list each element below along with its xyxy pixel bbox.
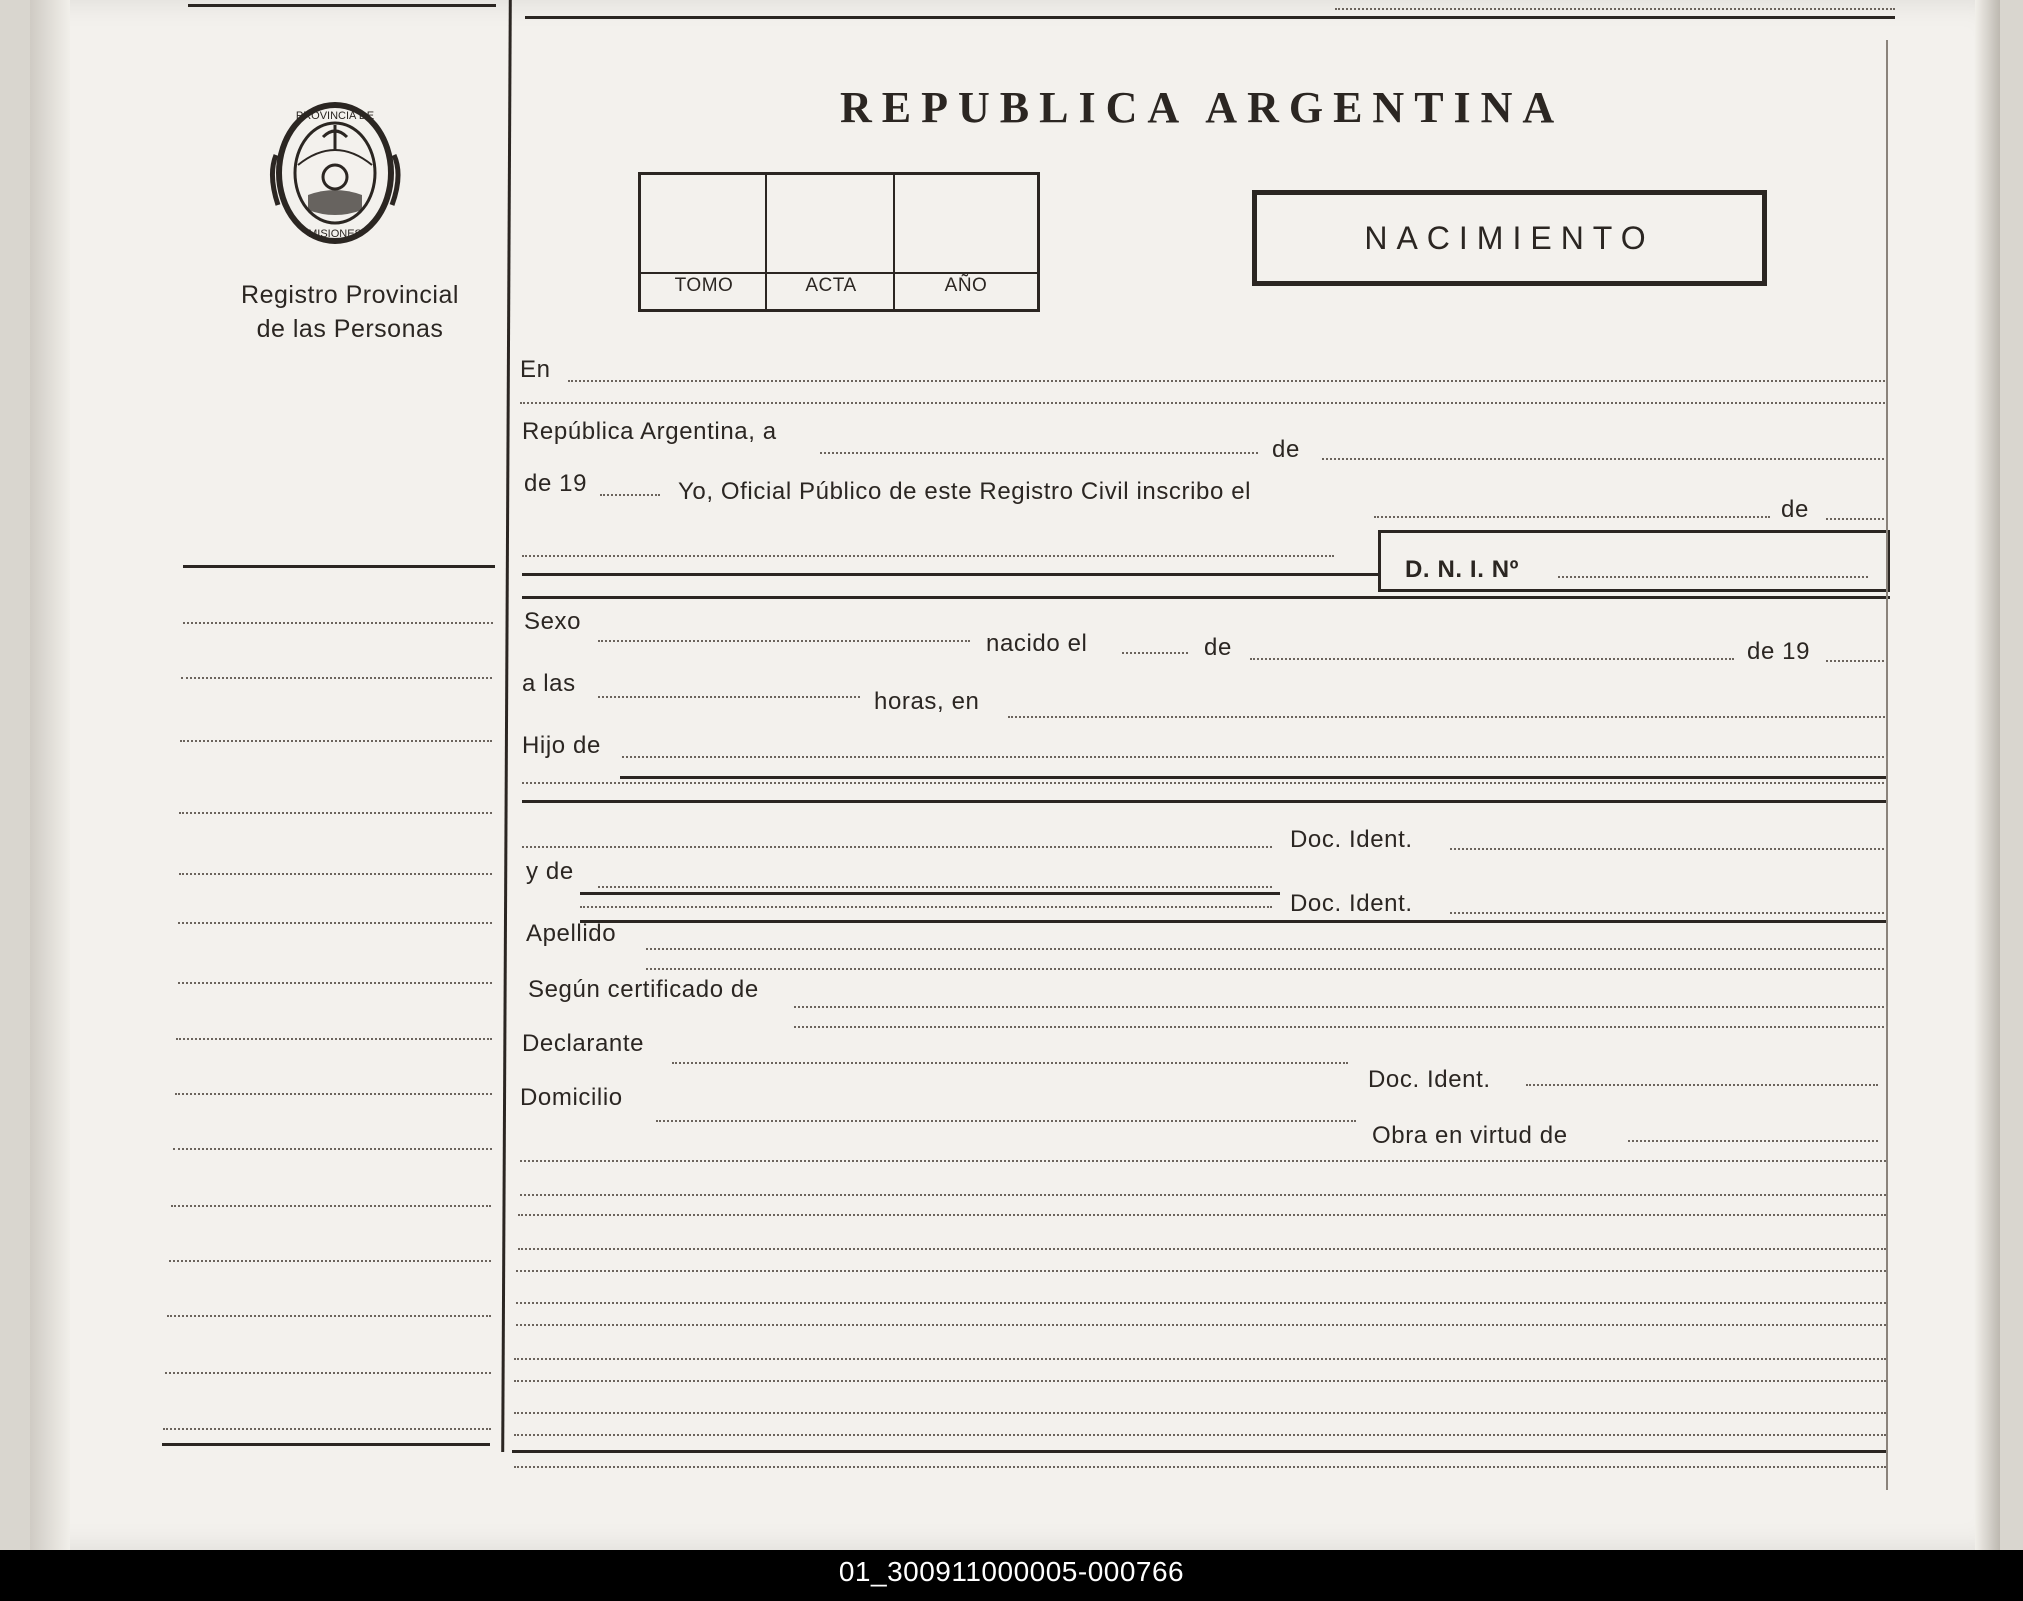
left-column-rule-bottom [162,1443,490,1446]
left-dotted-line [175,1093,492,1095]
father-continuation-field [522,846,1272,848]
section-rule [522,573,1380,576]
certificado-field-continuation [794,1026,1888,1028]
birth-month-field [1250,658,1734,660]
section-rule [522,596,1890,599]
declarante-label: Declarante [522,1030,645,1057]
seal-bottom-text: MISIONES [308,228,362,240]
blank-line [514,1380,1886,1382]
doc-ident-label-2: Doc. Ident. [1290,890,1413,917]
sexo-label: Sexo [524,608,582,635]
blank-line [520,1160,1886,1162]
register-box-divider [641,272,1037,274]
apellido-field [646,948,1888,950]
acta-label: ACTA [805,275,857,296]
blank-line [514,1434,1886,1436]
left-dotted-line [181,677,492,679]
de-field-2 [1826,518,1888,520]
left-dotted-line [183,622,493,624]
blank-line [518,1248,1886,1250]
day-field [820,452,1258,454]
inscribo-continuation-field [522,555,1334,557]
left-dotted-line [163,1428,491,1430]
mother-field [598,886,1272,888]
act-type-box [1252,190,1767,286]
apellido-field-continuation [646,968,1888,970]
blank-line [520,1194,1886,1196]
inscribo-field [1374,516,1770,518]
registry-line-2: de las Personas [256,315,444,343]
year-field [600,494,660,496]
blank-line [516,1270,1886,1272]
top-main-rule [525,16,1895,19]
left-dotted-line [179,812,492,814]
right-margin-rule [1886,40,1888,1490]
certificado-field [794,1006,1888,1008]
mother-rule-bottom [580,920,1888,923]
obra-virtud-label: Obra en virtud de [1372,1122,1568,1149]
left-dotted-line [173,1148,492,1150]
left-dotted-line [178,922,492,924]
register-box [638,172,1040,312]
en-label: En [520,356,551,383]
declarante-field [672,1062,1348,1064]
doc-ident-field-1 [1450,848,1888,850]
blank-line [518,1214,1886,1216]
tomo-label: TOMO [674,275,734,296]
seal-top-text: PROVINCIA DE [295,110,375,122]
image-caption: 01_300911000005-000766 [838,1556,1185,1587]
de-label-2: de [1781,496,1809,523]
nacido-el-label: nacido el [986,630,1088,657]
yo-oficial-label: Yo, Oficial Público de este Registro Civil inscribo el [678,478,1252,505]
y-de-label: y de [526,858,574,885]
en-field-continuation [520,402,1888,404]
registry-line-1: Registro Provincial [241,281,459,309]
blank-line [514,1358,1886,1360]
de-19-label: de 19 [524,470,588,497]
page-left-edge [30,0,70,1550]
blank-line [516,1302,1886,1304]
segun-certificado-label: Según certificado de [528,976,759,1003]
parent-rule [522,800,1888,803]
a-las-label: a las [522,670,576,697]
mother-rule [580,892,1280,895]
registry-name [205,278,495,346]
doc-ident-label-3: Doc. Ident. [1368,1066,1491,1093]
left-dotted-line [171,1205,491,1207]
doc-ident-field-2 [1450,912,1888,914]
parent-dotted [522,782,1888,784]
apellido-label: Apellido [526,920,617,947]
de-label-3: de [1204,634,1232,661]
left-dotted-line [178,982,492,984]
left-column-rule-top [183,565,495,568]
left-dotted-line [165,1372,491,1374]
left-dotted-line [169,1260,491,1262]
obra-virtud-field [1628,1140,1878,1142]
doc-ident-field-3 [1526,1084,1878,1086]
left-dotted-line [179,873,492,875]
doc-ident-label-1: Doc. Ident. [1290,826,1413,853]
parent-rule [620,776,1888,779]
dni-field [1558,576,1868,578]
domicilio-field [656,1120,1356,1122]
act-type-label: NACIMIENTO [1364,219,1655,256]
domicilio-label: Domicilio [520,1084,623,1111]
left-dotted-line [167,1315,491,1317]
hour-field [598,696,860,698]
blank-line [516,1324,1886,1326]
anio-label: AÑO [944,275,988,296]
en-field [568,380,1888,382]
birth-day-field [1122,652,1188,654]
birth-year-field [1826,660,1888,662]
dni-label: D. N. I. Nº [1405,556,1520,583]
left-dotted-line [176,1038,492,1040]
month-field [1322,458,1888,460]
left-dotted-line [180,740,492,742]
republica-a-label: República Argentina, a [522,418,777,445]
top-dotted-line [1335,8,1895,10]
de-19-label-b: de 19 [1747,638,1811,665]
horas-en-label: horas, en [874,688,980,715]
birth-place-field [1008,716,1888,718]
country-title: REPUBLICA ARGENTINA [840,83,1565,132]
page-right-edge [1975,0,2000,1550]
sexo-field [598,640,970,642]
hijo-de-label: Hijo de [522,732,601,759]
provincial-seal-icon [268,95,403,255]
top-left-rule [188,4,496,7]
bottom-rule [512,1450,1886,1453]
father-field [622,756,1888,758]
mother-dotted [580,906,1272,908]
blank-line [514,1412,1886,1414]
blank-line [514,1466,1886,1468]
de-label-1: de [1272,436,1300,463]
